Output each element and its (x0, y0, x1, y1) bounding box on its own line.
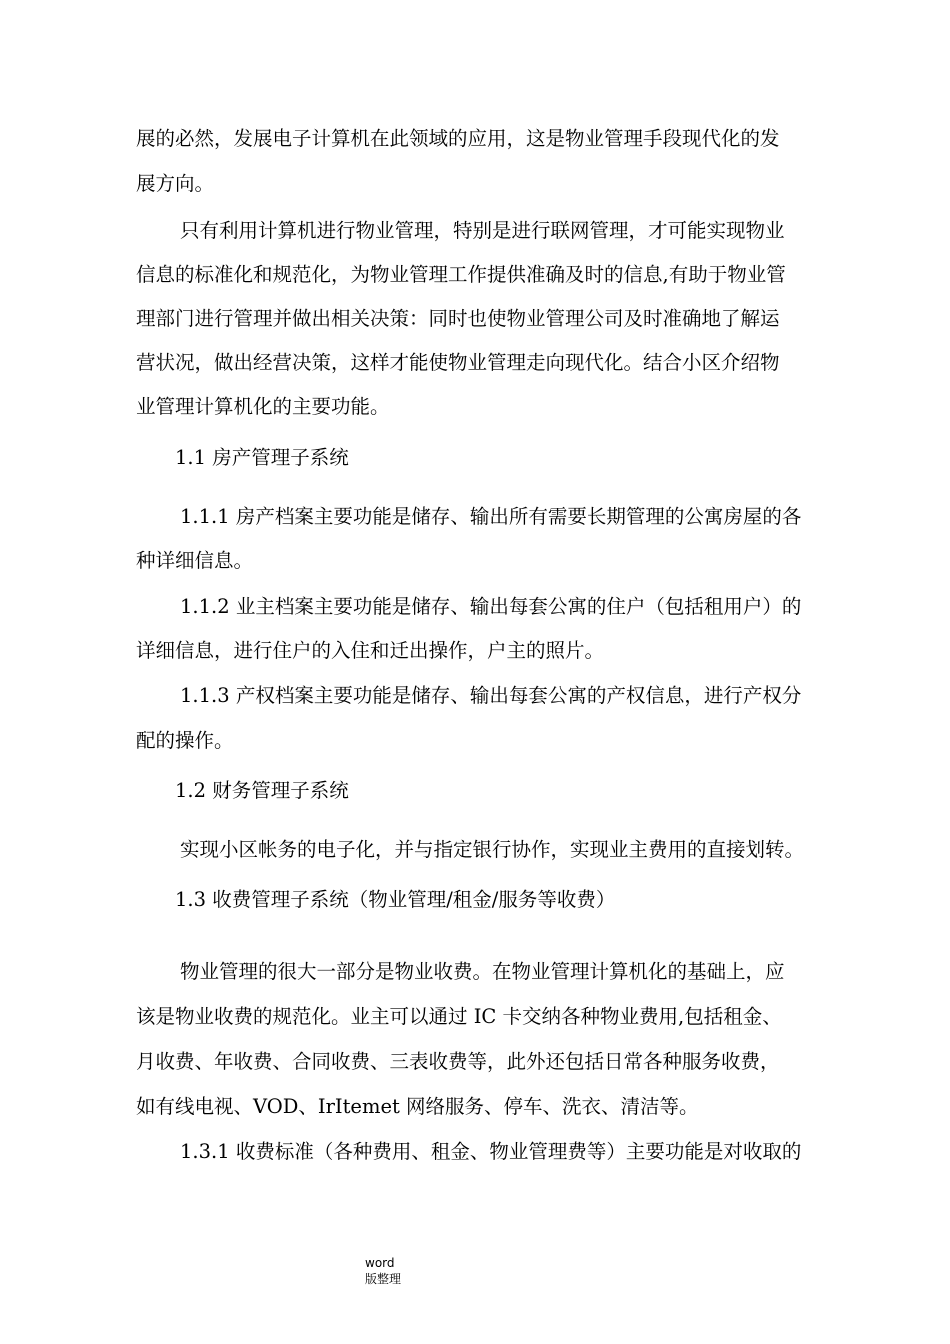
paragraph-line: 配的操作。 (136, 729, 234, 752)
paragraph-line: 实现小区帐务的电子化，并与指定银行协作，实现业主费用的直接划转。 (180, 838, 805, 861)
paragraph-line: 物业管理的很大一部分是物业收费。在物业管理计算机化的基础上，应 (180, 960, 785, 983)
paragraph-line: 信息的标准化和规范化，为物业管理工作提供准确及时的信息,有助于物业管 (136, 263, 786, 286)
footer-line1: word (365, 1256, 395, 1270)
paragraph-line: 如有线电视、VOD、IrItemet 网络服务、停车、洗衣、清洁等。 (136, 1095, 699, 1118)
paragraph-line: 营状况，做出经营决策，这样才能使物业管理走向现代化。结合小区介绍物 (136, 351, 780, 374)
section-heading: 1.1 房产管理子系统 (175, 446, 349, 469)
footer-line2: 版整理 (365, 1272, 402, 1286)
paragraph-line: 展的必然，发展电子计算机在此领域的应用，这是物业管理手段现代化的发 (136, 127, 780, 150)
paragraph-line: 1.1.1 房产档案主要功能是储存、输出所有需要长期管理的公寓房屋的各 (180, 505, 802, 528)
section-heading: 1.2 财务管理子系统 (175, 779, 349, 802)
paragraph-line: 月收费、年收费、合同收费、三表收费等，此外还包括日常各种服务收费， (136, 1050, 780, 1073)
paragraph-line: 该是物业收费的规范化。业主可以通过 IC 卡交纳各种物业费用,包括租金、 (136, 1005, 782, 1028)
paragraph-line: 种详细信息。 (136, 549, 254, 572)
paragraph-line: 理部门进行管理并做出相关决策：同时也使物业管理公司及时准确地了解运 (136, 307, 780, 330)
paragraph-line: 详细信息，进行住户的入住和迁出操作，户主的照片。 (136, 639, 605, 662)
paragraph-line: 1.1.3 产权档案主要功能是储存、输出每套公寓的产权信息，进行产权分 (180, 684, 802, 707)
paragraph-line: 1.3.1 收费标准（各种费用、租金、物业管理费等）主要功能是对收取的 (180, 1140, 802, 1163)
paragraph-line: 只有利用计算机进行物业管理，特别是进行联网管理，才可能实现物业 (180, 219, 785, 242)
paragraph-line: 业管理计算机化的主要功能。 (136, 395, 390, 418)
section-heading: 1.3 收费管理子系统（物业管理/租金/服务等收费） (175, 888, 616, 911)
paragraph-line: 展方向。 (136, 172, 215, 195)
paragraph-line: 1.1.2 业主档案主要功能是储存、输出每套公寓的住户（包括租用户）的 (180, 595, 802, 618)
